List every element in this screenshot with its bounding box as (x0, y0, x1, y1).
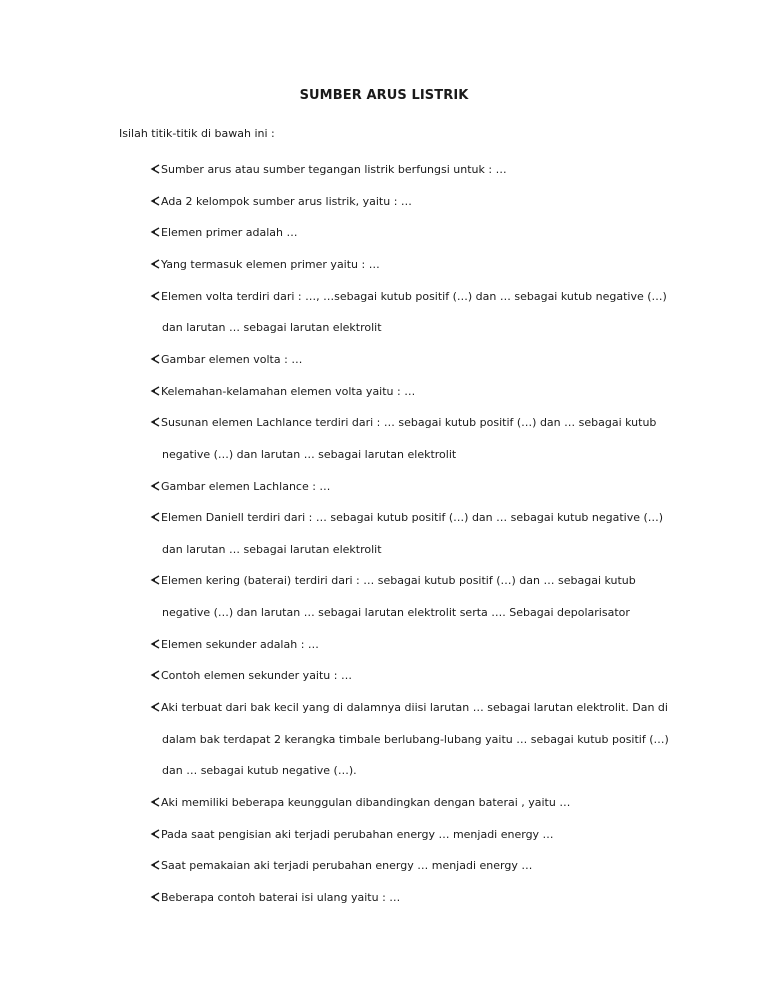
question-text-continuation: negative (…) dan larutan … sebagai larutan elektrolit (162, 447, 457, 461)
question-item (150, 289, 667, 303)
arrow-bullet-icon (150, 575, 161, 585)
question-item (150, 353, 650, 366)
question-item (150, 669, 650, 682)
question-text: Susunan elemen Lachlance terdiri dari : … sebagai kutub positif (…) dan … sebagai kutub (161, 416, 657, 430)
question-text: Elemen primer adalah … (161, 226, 298, 240)
arrow-bullet-icon (150, 164, 161, 174)
arrow-bullet-icon (150, 481, 161, 491)
question-text: Contoh elemen sekunder yaitu : … (161, 669, 352, 683)
arrow-bullet-icon (150, 196, 161, 206)
question-item (150, 195, 650, 208)
question-text: Ada 2 kelompok sumber arus listrik, yaitu : … (161, 194, 412, 208)
question-item (150, 480, 650, 493)
arrow-bullet-icon (150, 227, 161, 237)
arrow-bullet-icon (150, 829, 161, 839)
arrow-bullet-icon (150, 259, 161, 269)
question-text: Pada saat pengisian aki terjadi perubahan energy … menjadi energy … (161, 827, 554, 841)
question-item (150, 416, 657, 430)
question-text-continuation: dan larutan … sebagai larutan elektrolit (162, 321, 382, 335)
arrow-bullet-icon (150, 291, 161, 301)
arrow-bullet-icon (150, 892, 161, 902)
arrow-bullet-icon (150, 639, 161, 649)
arrow-bullet-icon (150, 512, 161, 522)
question-text: Saat pemakaian aki terjadi perubahan energy … menjadi energy … (161, 859, 533, 873)
arrow-bullet-icon (150, 702, 161, 712)
question-item (150, 163, 650, 176)
arrow-bullet-icon (150, 354, 161, 364)
question-item (150, 701, 668, 715)
question-text: Elemen sekunder adalah : … (161, 637, 319, 651)
question-text: Kelemahan-kelamahan elemen volta yaitu : … (161, 384, 416, 398)
question-text: Elemen kering (baterai) terdiri dari : … sebagai kutub positif (…) dan … sebagai kutub (161, 574, 636, 588)
question-item (150, 226, 650, 239)
question-item (150, 796, 650, 809)
question-item (150, 511, 664, 525)
instruction-text: Isilah titik-titik di bawah ini : (119, 127, 275, 140)
question-text-continuation: negative (…) dan larutan … sebagai larutan elektrolit serta …. Sebagai depolarisator (162, 606, 630, 620)
question-text: Gambar elemen Lachlance : … (161, 479, 331, 493)
question-item (150, 574, 650, 587)
question-item (150, 638, 650, 651)
question-text: Aki memiliki beberapa keunggulan dibandingkan dengan baterai , yaitu … (161, 796, 571, 809)
question-item (150, 385, 650, 398)
question-text-continuation: dalam bak terdapat 2 kerangka timbale berlubang-lubang yaitu … sebagai kutub positif (…) (162, 732, 669, 746)
question-text: Elemen Daniell terdiri dari : … sebagai kutub positif (…) dan … sebagai kutub negative (…) (161, 511, 664, 525)
question-item (150, 258, 650, 271)
question-text-continuation: dan … sebagai kutub negative (…). (162, 764, 357, 778)
arrow-bullet-icon (150, 797, 161, 807)
question-text: Sumber arus atau sumber tegangan listrik berfungsi untuk : … (161, 163, 507, 176)
question-text: Beberapa contoh baterai isi ulang yaitu : … (161, 890, 401, 904)
arrow-bullet-icon (150, 670, 161, 680)
page-title: SUMBER ARUS LISTRIK (299, 88, 469, 103)
question-text: Gambar elemen volta : … (161, 352, 303, 366)
question-item (150, 828, 650, 841)
question-text: Aki terbuat dari bak kecil yang di dalamnya diisi larutan … sebagai larutan elektrolit. Dan di (161, 701, 668, 715)
question-text: Yang termasuk elemen primer yaitu : … (161, 257, 380, 271)
question-text: Elemen volta terdiri dari : …, …sebagai kutub positif (…) dan … sebagai kutub negative (…) (161, 289, 667, 303)
arrow-bullet-icon (150, 386, 161, 396)
arrow-bullet-icon (150, 417, 161, 427)
question-item (150, 891, 650, 904)
arrow-bullet-icon (150, 860, 161, 870)
question-text-continuation: dan larutan … sebagai larutan elektrolit (162, 542, 382, 556)
question-item (150, 859, 650, 872)
